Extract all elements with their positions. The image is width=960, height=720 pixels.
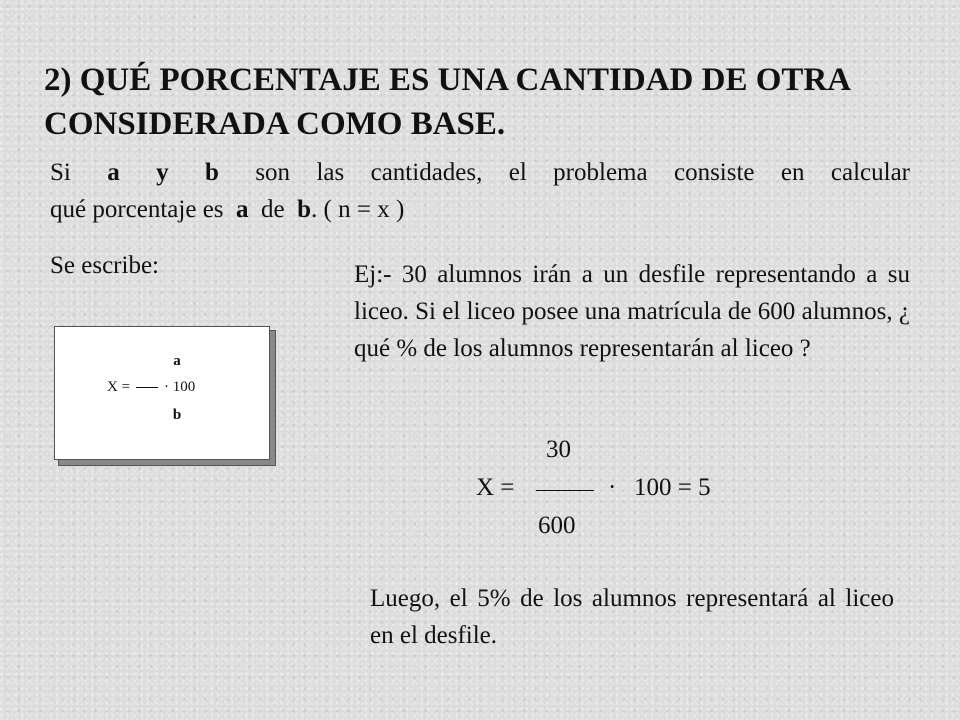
intro-y: y [156,159,169,186]
formula-box [54,326,270,460]
intro-rest: son las cantidades, el problema consiste en calcular [255,159,910,186]
intro-line2-a: a [236,196,249,223]
calc-lhs: X = [476,474,515,501]
intro-si: Si [50,159,71,186]
slide-title: 2) QUÉ PORCENTAJE ES UNA CANTIDAD DE OTRA CONSIDERADA COMO BASE. [44,62,850,142]
se-escribe-label: Se escribe: [50,252,159,279]
calc-rhs: 100 = 5 [634,474,711,501]
formula-denominator: b [172,407,182,423]
calc-dot: · [608,474,617,501]
formula-lhs: X = [107,379,131,395]
formula-numerator: a [173,353,181,369]
intro-line2-post: . ( n = x ) [311,196,405,223]
formula-fraction-bar [136,387,158,388]
calc-denominator: 600 [538,512,576,539]
intro-line2-de: de [261,196,285,223]
intro-line2-b: b [297,196,312,223]
intro-var-b: b [205,159,219,186]
formula-multiplier: · 100 [164,379,196,395]
calc-numerator: 30 [546,436,571,463]
intro-var-a: a [107,159,120,186]
calculation [476,436,776,546]
conclusion-paragraph: Luego, el 5% de los alumnos representará al liceo en el desfile. [370,585,894,649]
intro-line-2 [50,191,910,228]
example-paragraph: Ej:- 30 alumnos irán a un desfile representando a su liceo. Si el liceo posee una matrícula de 600 alumnos, ¿ qué % de los alumnos representarán al liceo ? [354,261,910,362]
intro-paragraph [50,154,910,228]
formula-line [107,379,267,396]
calc-fraction-bar [536,490,594,491]
intro-line2-pre: qué porcentaje es [50,196,224,223]
